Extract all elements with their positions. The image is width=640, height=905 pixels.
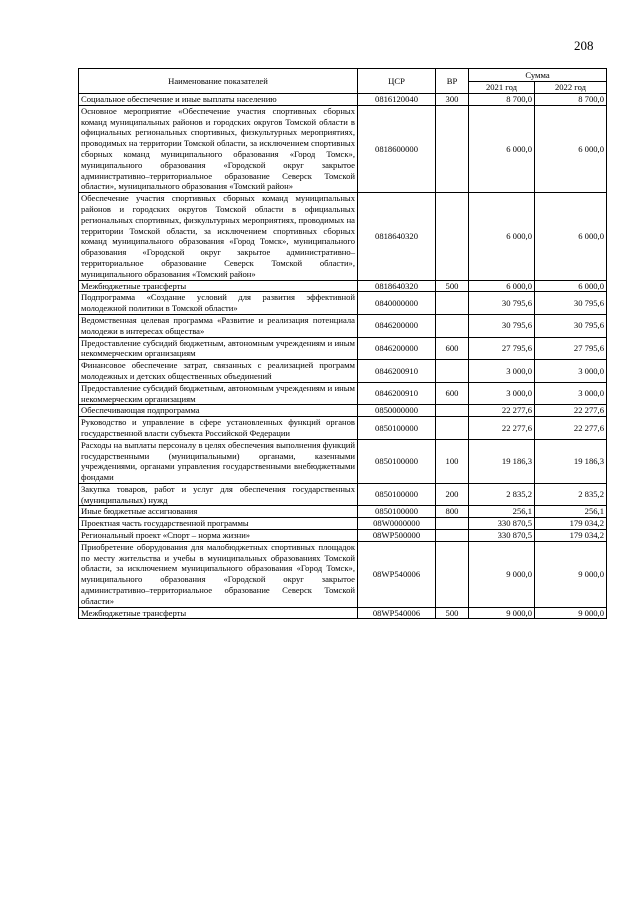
row-sum-2022: 19 186,3	[535, 439, 607, 483]
row-sum-2022: 8 700,0	[535, 94, 607, 106]
row-csr: 08WP540006	[358, 541, 436, 607]
row-name: Подпрограмма «Создание условий для развития эффективной молодежной политики в Томской области»	[79, 292, 358, 315]
row-csr: 0850000000	[358, 405, 436, 417]
row-csr: 0850100000	[358, 506, 436, 518]
row-sum-2021: 256,1	[469, 506, 535, 518]
row-csr: 0818640320	[358, 280, 436, 292]
row-name: Обеспечивающая подпрограмма	[79, 405, 358, 417]
row-vr: 800	[436, 506, 469, 518]
row-name: Финансовое обеспечение затрат, связанных с реализацией программ молодежных и детских общественных объединений	[79, 360, 358, 383]
row-name: Приобретение оборудования для малобюджетных спортивных площадок по месту жительства и учебы в муниципальных образованиях Томской области, за исключением муниципального образования «Город Томск», муниципального образования «Городской округ закрытое административно–территориальное образование Северск Томской области»	[79, 541, 358, 607]
row-name: Руководство и управление в сфере установленных функций органов государственной власти субъекта Российской Федерации	[79, 417, 358, 440]
row-csr: 0818600000	[358, 105, 436, 192]
row-sum-2021: 330 870,5	[469, 530, 535, 542]
row-sum-2021: 6 000,0	[469, 105, 535, 192]
row-sum-2022: 6 000,0	[535, 105, 607, 192]
table-row	[79, 405, 607, 417]
table-row	[79, 417, 607, 440]
row-sum-2022: 2 835,2	[535, 483, 607, 506]
row-sum-2022: 3 000,0	[535, 382, 607, 405]
row-name: Проектная часть государственной программы	[79, 518, 358, 530]
row-csr: 0850100000	[358, 439, 436, 483]
row-csr: 0846200000	[358, 314, 436, 337]
row-name: Предоставление субсидий бюджетным, автономным учреждениям и иным некоммерческим организациям	[79, 337, 358, 360]
table-row	[79, 360, 607, 383]
row-vr	[436, 417, 469, 440]
row-sum-2021: 9 000,0	[469, 541, 535, 607]
row-sum-2022: 22 277,6	[535, 405, 607, 417]
row-sum-2022: 9 000,0	[535, 607, 607, 619]
row-sum-2022: 179 034,2	[535, 530, 607, 542]
row-sum-2022: 6 000,0	[535, 193, 607, 280]
header-year-2022: 2022 год	[535, 82, 607, 94]
row-sum-2022: 6 000,0	[535, 280, 607, 292]
row-sum-2021: 6 000,0	[469, 280, 535, 292]
row-vr: 500	[436, 607, 469, 619]
row-name: Межбюджетные трансферты	[79, 607, 358, 619]
row-name: Региональный проект «Спорт – норма жизни»	[79, 530, 358, 542]
row-sum-2022: 179 034,2	[535, 518, 607, 530]
row-name: Ведомственная целевая программа «Развитие и реализация потенциала молодежи в интересах общества»	[79, 314, 358, 337]
table-row	[79, 292, 607, 315]
table-header	[79, 69, 607, 94]
row-sum-2021: 27 795,6	[469, 337, 535, 360]
row-sum-2022: 30 795,6	[535, 314, 607, 337]
table-row	[79, 105, 607, 192]
row-sum-2021: 8 700,0	[469, 94, 535, 106]
row-sum-2021: 19 186,3	[469, 439, 535, 483]
row-sum-2021: 3 000,0	[469, 360, 535, 383]
row-sum-2022: 30 795,6	[535, 292, 607, 315]
header-year-2021: 2021 год	[469, 82, 535, 94]
budget-table	[78, 68, 607, 619]
row-vr	[436, 405, 469, 417]
row-vr: 500	[436, 280, 469, 292]
row-sum-2022: 9 000,0	[535, 541, 607, 607]
row-name: Социальное обеспечение и иные выплаты населению	[79, 94, 358, 106]
row-vr: 300	[436, 94, 469, 106]
row-vr	[436, 360, 469, 383]
row-csr: 0846200910	[358, 360, 436, 383]
row-csr: 0816120040	[358, 94, 436, 106]
table-row	[79, 483, 607, 506]
header-sum: Сумма	[469, 69, 607, 82]
row-vr: 600	[436, 382, 469, 405]
row-sum-2021: 30 795,6	[469, 292, 535, 315]
row-vr	[436, 518, 469, 530]
table-row	[79, 193, 607, 280]
table-row	[79, 314, 607, 337]
row-sum-2021: 2 835,2	[469, 483, 535, 506]
row-csr: 0850100000	[358, 483, 436, 506]
row-vr	[436, 105, 469, 192]
row-csr: 0840000000	[358, 292, 436, 315]
row-name: Закупка товаров, работ и услуг для обеспечения государственных (муниципальных) нужд	[79, 483, 358, 506]
table-row	[79, 607, 607, 619]
row-vr: 100	[436, 439, 469, 483]
row-sum-2021: 22 277,6	[469, 405, 535, 417]
table-row	[79, 506, 607, 518]
row-vr	[436, 530, 469, 542]
row-sum-2022: 256,1	[535, 506, 607, 518]
row-sum-2022: 3 000,0	[535, 360, 607, 383]
row-vr: 200	[436, 483, 469, 506]
row-csr: 0846200000	[358, 337, 436, 360]
row-name: Предоставление субсидий бюджетным, автономным учреждениям и иным некоммерческим организациям	[79, 382, 358, 405]
header-vr: ВР	[436, 69, 469, 94]
row-sum-2021: 30 795,6	[469, 314, 535, 337]
row-vr	[436, 193, 469, 280]
row-csr: 08WP500000	[358, 530, 436, 542]
row-csr: 0846200910	[358, 382, 436, 405]
table-row	[79, 541, 607, 607]
row-csr: 08W0000000	[358, 518, 436, 530]
table-row	[79, 439, 607, 483]
row-sum-2022: 27 795,6	[535, 337, 607, 360]
table-row	[79, 518, 607, 530]
row-sum-2021: 330 870,5	[469, 518, 535, 530]
table-body	[79, 94, 607, 619]
row-vr	[436, 314, 469, 337]
table-row	[79, 94, 607, 106]
table-row	[79, 337, 607, 360]
row-vr	[436, 292, 469, 315]
row-sum-2021: 9 000,0	[469, 607, 535, 619]
row-sum-2021: 3 000,0	[469, 382, 535, 405]
row-name: Расходы на выплаты персоналу в целях обеспечения выполнения функций государственными (муниципальными) органами, казенными учреждениями, органами управления государственными внебюджетными фондами	[79, 439, 358, 483]
table-row	[79, 280, 607, 292]
table-row	[79, 382, 607, 405]
row-sum-2021: 22 277,6	[469, 417, 535, 440]
row-vr	[436, 541, 469, 607]
row-csr: 08WP540006	[358, 607, 436, 619]
table-row	[79, 530, 607, 542]
page-number: 208	[574, 38, 594, 53]
row-name: Межбюджетные трансферты	[79, 280, 358, 292]
row-name: Основное мероприятие «Обеспечение участия спортивных сборных команд муниципальных районов и городских округов Томской области в официальных региональных спортивных, физкультурных мероприятиях, проводимых на территории Томской области, за исключением спортивных сборных команд муниципального образования «Город Томск», муниципального образования «Городской округ закрытое административно–территориальное образование Северск Томской области», муниципального образования «Томский район»	[79, 105, 358, 192]
row-sum-2022: 22 277,6	[535, 417, 607, 440]
row-sum-2021: 6 000,0	[469, 193, 535, 280]
row-vr: 600	[436, 337, 469, 360]
row-csr: 0818640320	[358, 193, 436, 280]
row-csr: 0850100000	[358, 417, 436, 440]
row-name: Обеспечение участия спортивных сборных команд муниципальных районов и городских округов Томской области в официальных региональных спортивных, физкультурных мероприятиях, проводимых на территории Томской области, за исключением спортивных сборных команд муниципального образования «Город Томск», муниципального образования «Городской округ закрытое административно–территориальное образование Северск Томской области», муниципального образования «Томский район»	[79, 193, 358, 280]
row-name: Иные бюджетные ассигнования	[79, 506, 358, 518]
header-csr: ЦСР	[358, 69, 436, 94]
header-name: Наименование показателей	[79, 69, 358, 94]
